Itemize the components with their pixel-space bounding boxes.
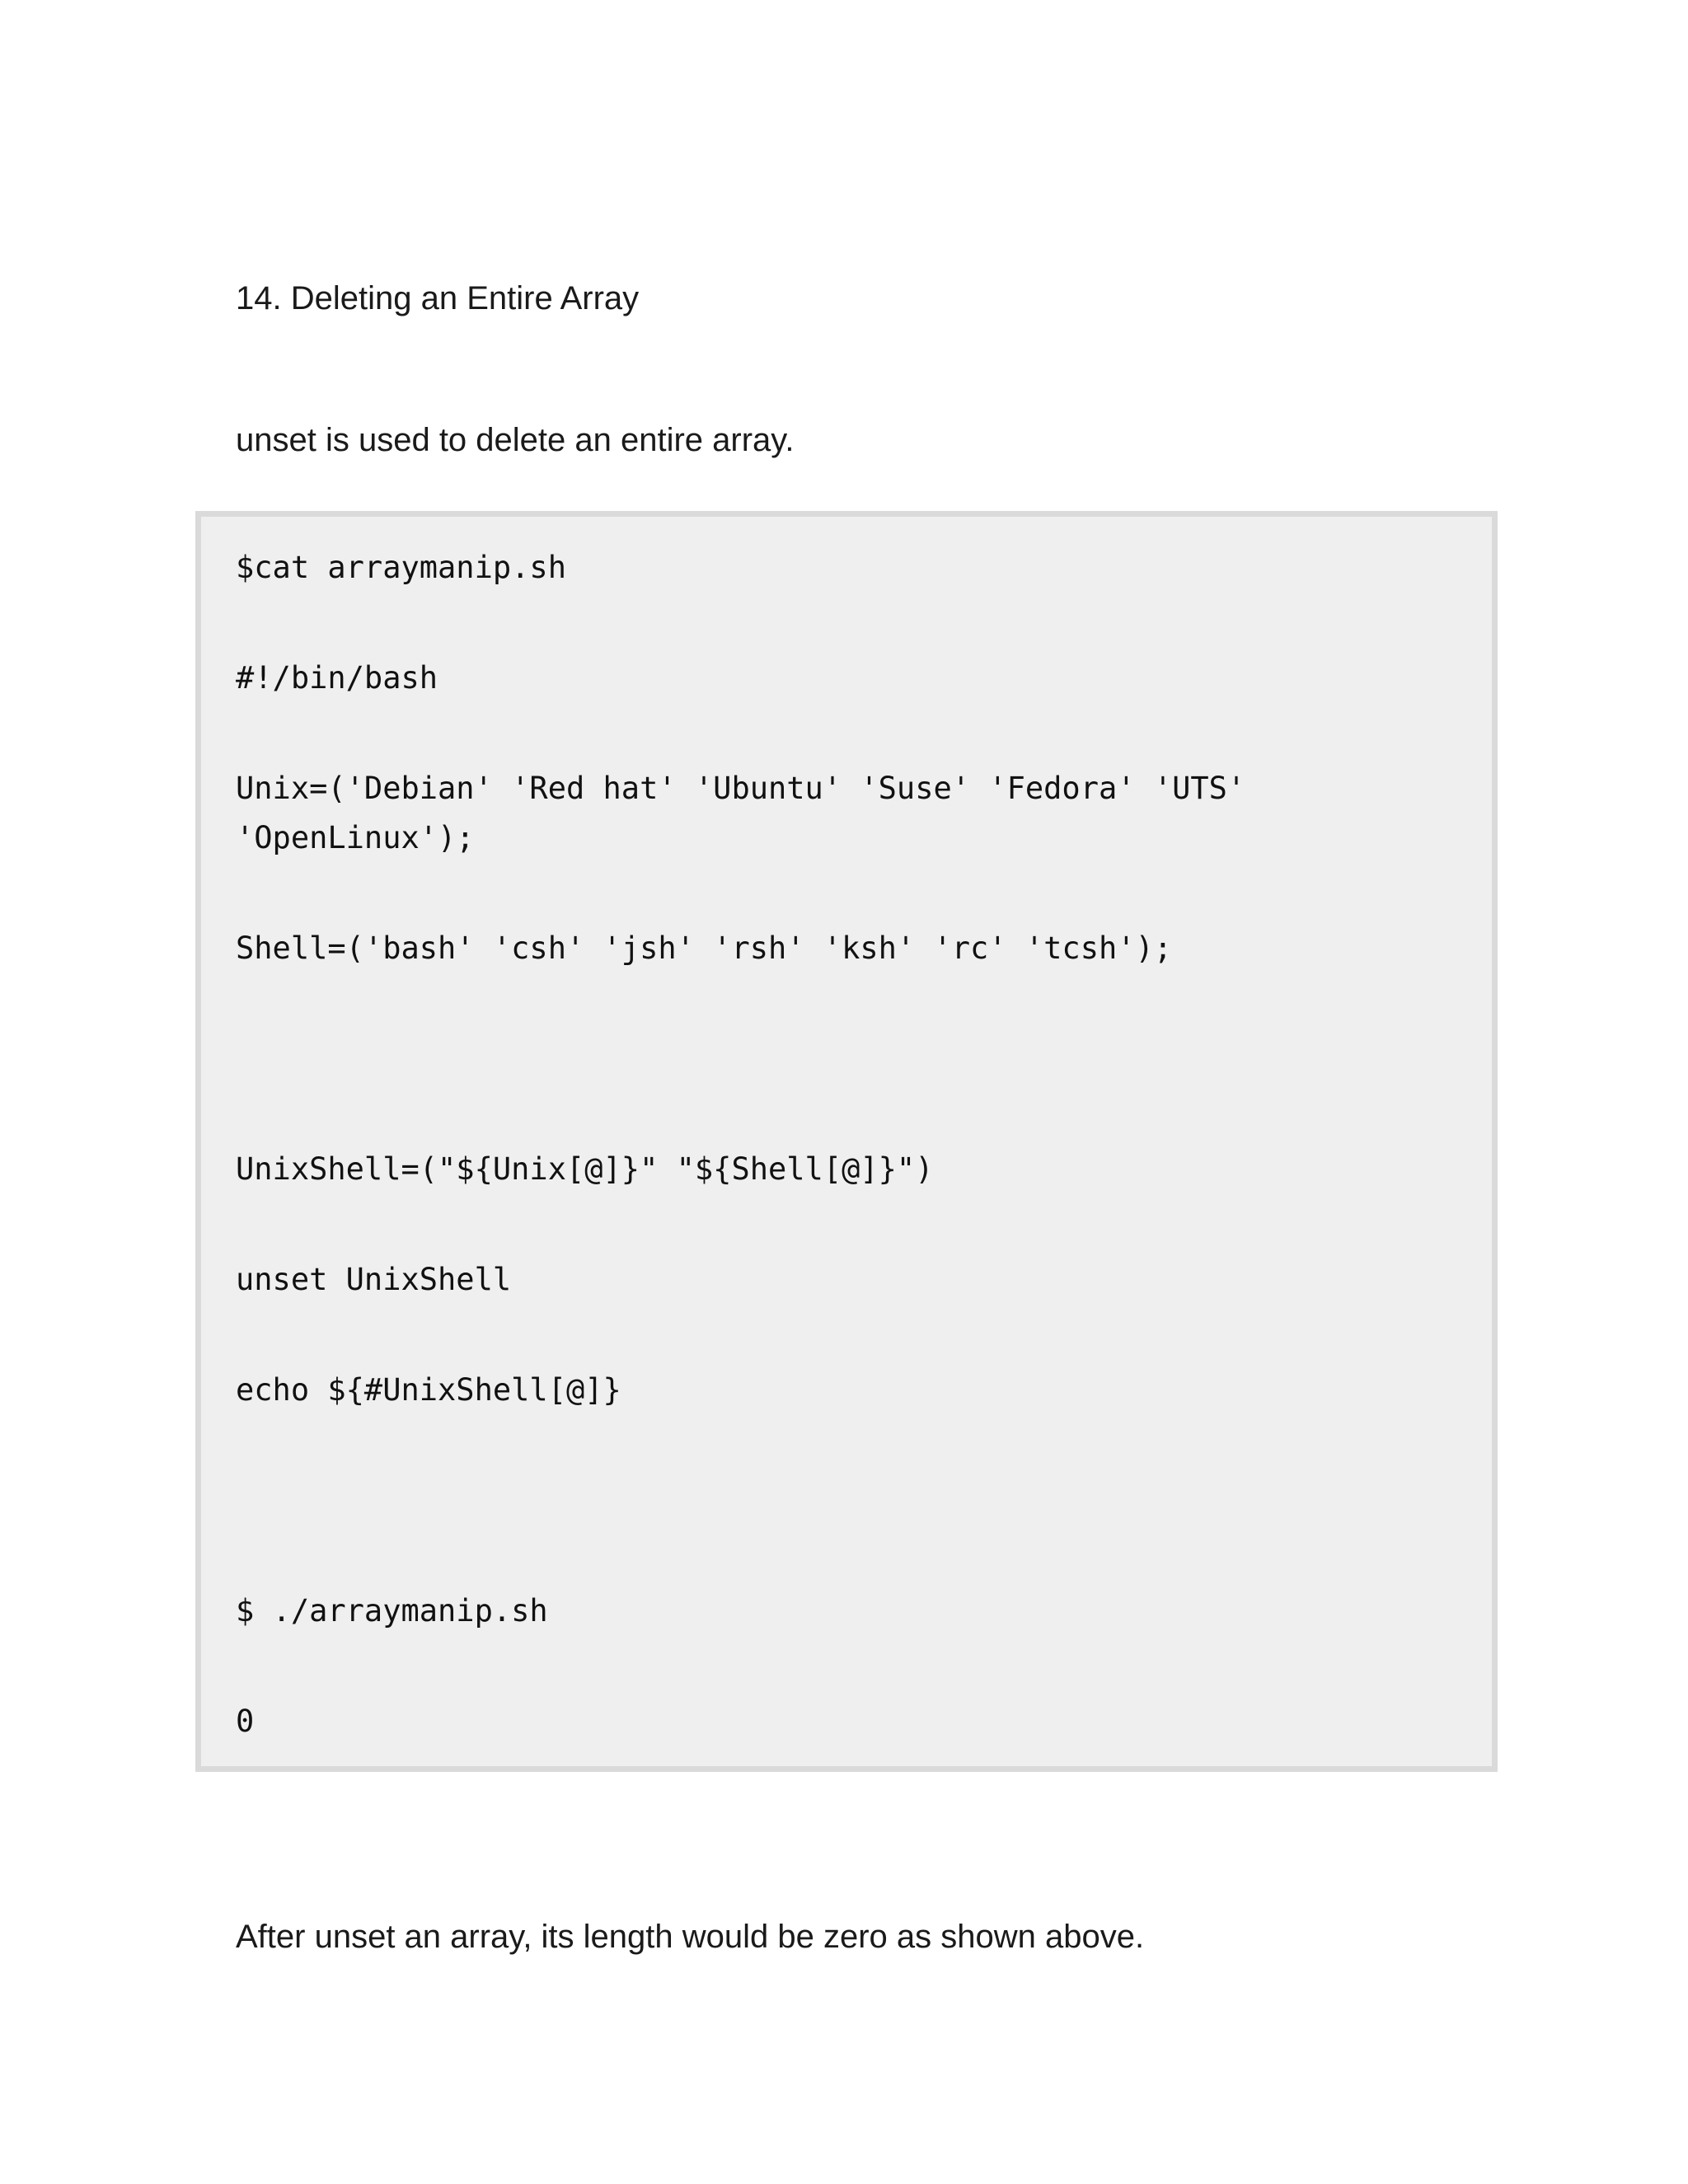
- code-line: Unix=('Debian' 'Red hat' 'Ubuntu' 'Suse' 'Fedora' 'UTS': [236, 771, 1246, 806]
- intro-paragraph: unset is used to delete an entire array.: [236, 422, 795, 458]
- code-line: 'OpenLinux');: [236, 820, 475, 855]
- code-line: #!/bin/bash: [236, 660, 438, 696]
- code-line: unset UnixShell: [236, 1262, 512, 1297]
- section-heading: 14. Deleting an Entire Array: [236, 280, 640, 316]
- code-block: [195, 511, 1498, 1772]
- outro-paragraph: After unset an array, its length would be zero as shown above.: [236, 1919, 1145, 1955]
- code-line: Shell=('bash' 'csh' 'jsh' 'rsh' 'ksh' 'rc' 'tcsh');: [236, 930, 1173, 966]
- code-line: $ ./arraymanip.sh: [236, 1593, 548, 1629]
- code-line: UnixShell=("${Unix[@]}" "${Shell[@]}"): [236, 1151, 934, 1187]
- code-line: $cat arraymanip.sh: [236, 550, 566, 585]
- code-line: echo ${#UnixShell[@]}: [236, 1372, 621, 1408]
- code-line: 0: [236, 1704, 255, 1739]
